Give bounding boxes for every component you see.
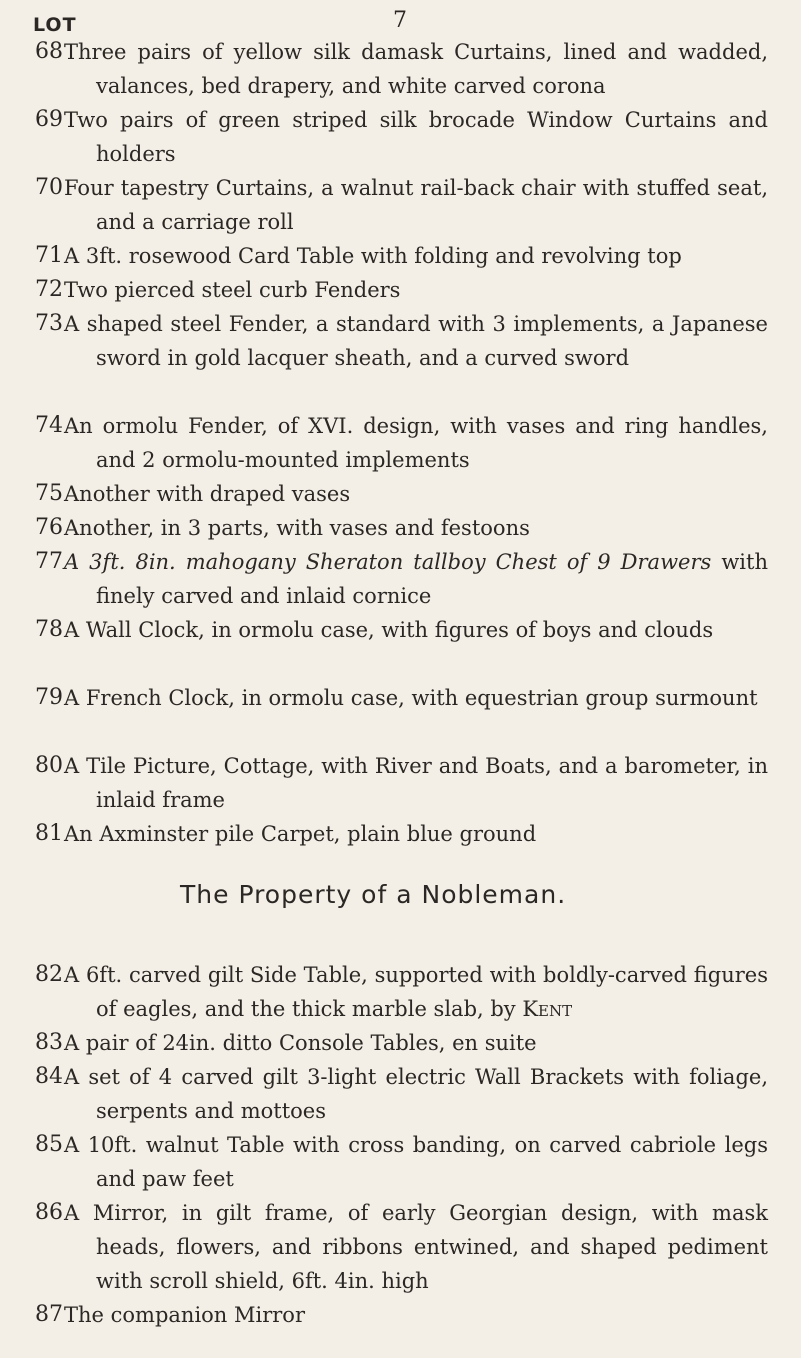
lot-description: Two pairs of green striped silk brocade Window Curtains and holders xyxy=(64,108,768,166)
lot-number: 71 xyxy=(35,243,63,268)
lot-column-header: LOT xyxy=(33,14,77,36)
lot-number: 75 xyxy=(35,481,63,506)
lot-description: Another, in 3 parts, with vases and festoons xyxy=(64,516,530,540)
lot-description: Another with draped vases xyxy=(64,482,351,506)
lot-number: 73 xyxy=(35,311,63,336)
lot-number: 80 xyxy=(35,753,63,778)
lot-description: A Wall Clock, in ormolu case, with figures of boys and clouds xyxy=(64,618,714,642)
lot-number: 84 xyxy=(35,1064,63,1089)
lot-number: 72 xyxy=(35,277,63,302)
lot-description-text: A 6ft. carved gilt Side Table, supported with boldly-carved figures of eagles, and the thick marble slab, by xyxy=(64,963,768,1021)
lot-description: The companion Mirror xyxy=(64,1303,305,1327)
lot-number: 87 xyxy=(35,1302,63,1327)
lot-number: 83 xyxy=(35,1030,63,1055)
lot-number: 79 xyxy=(35,685,63,710)
lot-description: A 10ft. walnut Table with cross banding, on carved cabriole legs and paw feet xyxy=(64,1133,768,1191)
lot-description: An ormolu Fender, of XVI. design, with vases and ring handles, and 2 ormolu-mounted implements xyxy=(64,414,768,472)
lot-description-italic: A 3ft. 8in. mahogany Sheraton tallboy Chest of 9 Drawers xyxy=(64,550,712,574)
lot-number: 68 xyxy=(35,39,63,64)
lot-number: 78 xyxy=(35,617,63,642)
lot-description-rest: with finely carved and inlaid cornice xyxy=(96,550,768,608)
lot-number: 76 xyxy=(35,515,63,540)
page-number: 7 xyxy=(393,8,407,33)
lot-description: Two pierced steel curb Fenders xyxy=(64,278,401,302)
maker-name: Kent xyxy=(522,997,573,1021)
lot-description: A French Clock, in ormolu case, with equestrian group surmount xyxy=(64,686,758,710)
lot-number: 77 xyxy=(35,549,63,574)
lot-description: Three pairs of yellow silk damask Curtains, lined and wadded, valances, bed drapery, and white carved corona xyxy=(64,40,768,98)
lot-number: 69 xyxy=(35,107,63,132)
lot-description: A Mirror, in gilt frame, of early Georgian design, with mask heads, flowers, and ribbons entwined, and shaped pediment with scroll shield, 6ft. 4in. high xyxy=(64,1201,768,1293)
lot-description: A shaped steel Fender, a standard with 3 implements, a Japanese sword in gold lacquer sheath, and a curved sword xyxy=(64,312,768,370)
section-heading: The Property of a Nobleman. xyxy=(180,880,567,909)
lot-description xyxy=(64,545,768,613)
lot-description: An Axminster pile Carpet, plain blue ground xyxy=(64,822,537,846)
lot-description: A set of 4 carved gilt 3-light electric Wall Brackets with foliage, serpents and mottoes xyxy=(64,1065,768,1123)
lot-description: A 3ft. rosewood Card Table with folding and revolving top xyxy=(64,244,682,268)
lot-number: 85 xyxy=(35,1132,63,1157)
lot-description xyxy=(64,958,768,1026)
lot-description: A Tile Picture, Cottage, with River and Boats, and a barometer, in inlaid frame xyxy=(64,754,768,812)
lot-description: Four tapestry Curtains, a walnut rail-back chair with stuffed seat, and a carriage roll xyxy=(64,176,768,234)
lot-number: 81 xyxy=(35,821,63,846)
lot-description: A pair of 24in. ditto Console Tables, en suite xyxy=(64,1031,537,1055)
lot-number: 74 xyxy=(35,413,63,438)
lot-number: 70 xyxy=(35,175,63,200)
lot-number: 86 xyxy=(35,1200,63,1225)
lot-number: 82 xyxy=(35,962,63,987)
